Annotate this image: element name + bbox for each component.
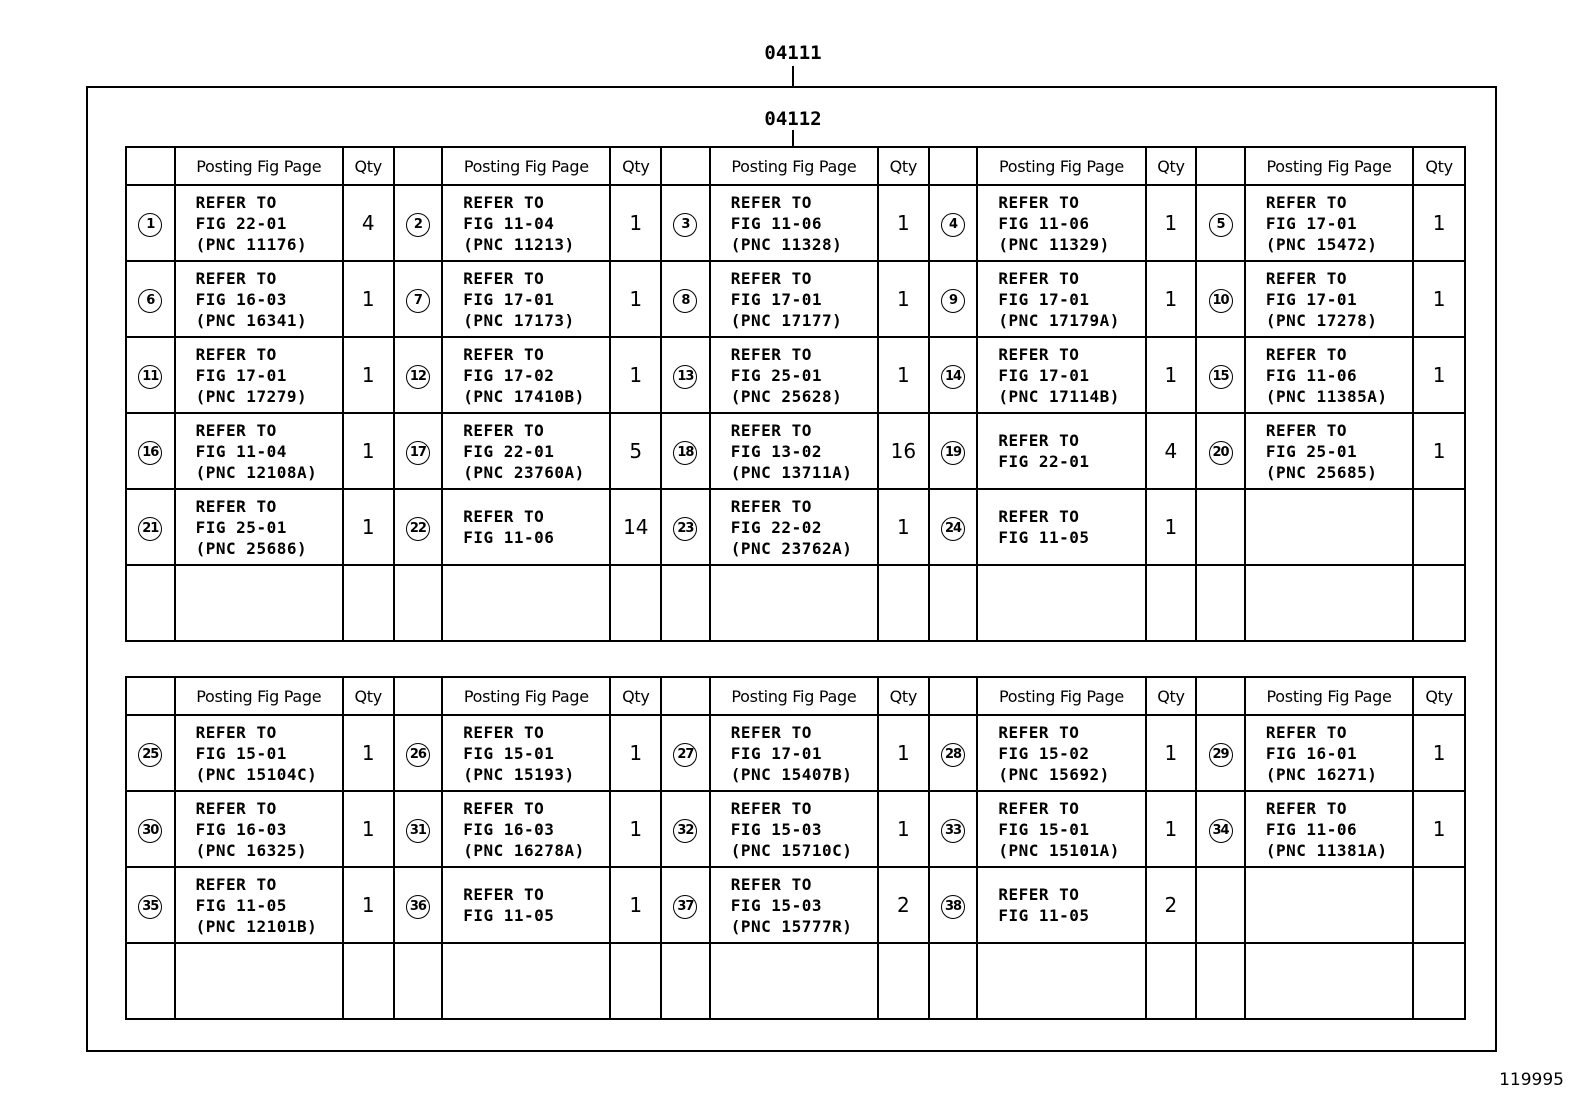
item-number-cell (661, 943, 710, 1019)
item-number-cell (1196, 867, 1245, 943)
item-number-cell (126, 565, 175, 641)
posting-fig-page-cell: REFER TO FIG 15-03 (PNC 15710C) (710, 791, 878, 867)
qty-cell: 1 (1413, 185, 1465, 261)
posting-fig-page-cell (1245, 867, 1413, 943)
header-index-blank (394, 677, 443, 715)
circled-item-number: 11 (138, 365, 162, 389)
item-number-cell (1196, 791, 1245, 867)
circled-item-number: 1 (138, 213, 162, 237)
item-number-cell (661, 337, 710, 413)
header-qty: Qty (1146, 147, 1197, 185)
qty-cell: 1 (343, 715, 394, 791)
posting-fig-page-cell (977, 565, 1145, 641)
header-posting-fig-page: Posting Fig Page (710, 677, 878, 715)
posting-fig-page-cell: REFER TO FIG 17-01 (PNC 17114B) (977, 337, 1145, 413)
header-index-blank (126, 677, 175, 715)
qty-cell (343, 565, 394, 641)
circled-item-number: 15 (1209, 365, 1233, 389)
circled-item-number: 32 (673, 819, 697, 843)
leader-line-04112 (792, 130, 794, 146)
parts-table-lower (125, 676, 1466, 1020)
table-row (126, 565, 1465, 641)
qty-cell: 1 (1146, 489, 1197, 565)
item-number-cell (929, 565, 978, 641)
header-qty: Qty (610, 147, 661, 185)
qty-cell (1146, 943, 1197, 1019)
circled-item-number: 8 (673, 289, 697, 313)
item-number-cell (661, 413, 710, 489)
table-row (126, 791, 1465, 867)
circled-item-number: 20 (1209, 441, 1233, 465)
item-number-cell (661, 489, 710, 565)
item-number-cell (929, 489, 978, 565)
posting-fig-page-cell: REFER TO FIG 17-01 (PNC 17173) (442, 261, 610, 337)
header-posting-fig-page: Posting Fig Page (977, 677, 1145, 715)
item-number-cell (929, 715, 978, 791)
circled-item-number: 4 (941, 213, 965, 237)
qty-cell: 1 (343, 261, 394, 337)
posting-fig-page-cell: REFER TO FIG 16-03 (PNC 16341) (175, 261, 343, 337)
qty-cell: 1 (343, 337, 394, 413)
qty-cell: 4 (1146, 413, 1197, 489)
header-qty: Qty (878, 147, 929, 185)
qty-cell: 1 (343, 791, 394, 867)
posting-fig-page-cell: REFER TO FIG 11-06 (PNC 11328) (710, 185, 878, 261)
posting-fig-page-cell (1245, 489, 1413, 565)
circled-item-number: 10 (1209, 289, 1233, 313)
qty-cell (878, 565, 929, 641)
header-qty: Qty (343, 147, 394, 185)
posting-fig-page-cell: REFER TO FIG 15-02 (PNC 15692) (977, 715, 1145, 791)
item-number-cell (126, 337, 175, 413)
posting-fig-page-cell (175, 565, 343, 641)
leader-line-04111 (792, 66, 794, 86)
item-number-cell (126, 489, 175, 565)
posting-fig-page-cell: REFER TO FIG 15-01 (PNC 15101A) (977, 791, 1145, 867)
item-number-cell (394, 337, 443, 413)
table-row (126, 261, 1465, 337)
qty-cell: 1 (878, 715, 929, 791)
header-posting-fig-page: Posting Fig Page (442, 147, 610, 185)
circled-item-number: 7 (406, 289, 430, 313)
posting-fig-page-cell (977, 943, 1145, 1019)
item-number-cell (394, 565, 443, 641)
item-number-cell (1196, 185, 1245, 261)
qty-cell (878, 943, 929, 1019)
qty-cell: 1 (610, 261, 661, 337)
circled-item-number: 23 (673, 517, 697, 541)
qty-cell (610, 565, 661, 641)
qty-cell: 1 (343, 413, 394, 489)
header-posting-fig-page: Posting Fig Page (442, 677, 610, 715)
posting-fig-page-cell: REFER TO FIG 17-01 (PNC 17177) (710, 261, 878, 337)
header-posting-fig-page: Posting Fig Page (710, 147, 878, 185)
posting-fig-page-cell: REFER TO FIG 22-01 (977, 413, 1145, 489)
posting-fig-page-cell (710, 565, 878, 641)
item-number-cell (126, 791, 175, 867)
posting-fig-page-cell: REFER TO FIG 11-04 (PNC 12108A) (175, 413, 343, 489)
item-number-cell (394, 413, 443, 489)
item-number-cell (394, 791, 443, 867)
qty-cell (1413, 867, 1465, 943)
qty-cell: 4 (343, 185, 394, 261)
qty-cell (1413, 489, 1465, 565)
item-number-cell (661, 185, 710, 261)
circled-item-number: 34 (1209, 819, 1233, 843)
posting-fig-page-cell: REFER TO FIG 16-03 (PNC 16278A) (442, 791, 610, 867)
posting-fig-page-cell: REFER TO FIG 25-01 (PNC 25628) (710, 337, 878, 413)
item-number-cell (929, 185, 978, 261)
posting-fig-page-cell: REFER TO FIG 11-05 (442, 867, 610, 943)
item-number-cell (394, 943, 443, 1019)
item-number-cell (929, 413, 978, 489)
circled-item-number: 38 (941, 895, 965, 919)
header-index-blank (929, 147, 978, 185)
posting-fig-page-cell (710, 943, 878, 1019)
item-number-cell (661, 791, 710, 867)
qty-cell: 2 (1146, 867, 1197, 943)
posting-fig-page-cell: REFER TO FIG 22-01 (PNC 23760A) (442, 413, 610, 489)
posting-fig-page-cell: REFER TO FIG 16-01 (PNC 16271) (1245, 715, 1413, 791)
header-qty: Qty (1413, 147, 1465, 185)
header-qty: Qty (878, 677, 929, 715)
item-number-cell (126, 867, 175, 943)
posting-fig-page-cell (442, 943, 610, 1019)
header-posting-fig-page: Posting Fig Page (1245, 677, 1413, 715)
qty-cell: 1 (1146, 715, 1197, 791)
item-number-cell (929, 943, 978, 1019)
item-number-cell (394, 185, 443, 261)
qty-cell: 1 (1146, 261, 1197, 337)
qty-cell: 1 (1413, 791, 1465, 867)
qty-cell: 1 (610, 185, 661, 261)
posting-fig-page-cell: REFER TO FIG 11-06 (442, 489, 610, 565)
table-row (126, 867, 1465, 943)
header-index-blank (661, 147, 710, 185)
header-index-blank (126, 147, 175, 185)
item-number-cell (394, 489, 443, 565)
circled-item-number: 35 (138, 895, 162, 919)
item-number-cell (126, 715, 175, 791)
posting-fig-page-cell: REFER TO FIG 17-01 (PNC 17279) (175, 337, 343, 413)
qty-cell: 1 (610, 791, 661, 867)
circled-item-number: 6 (138, 289, 162, 313)
qty-cell (343, 943, 394, 1019)
item-number-cell (661, 867, 710, 943)
qty-cell: 16 (878, 413, 929, 489)
item-number-cell (929, 261, 978, 337)
item-number-cell (1196, 261, 1245, 337)
posting-fig-page-cell: REFER TO FIG 25-01 (PNC 25686) (175, 489, 343, 565)
header-index-blank (929, 677, 978, 715)
item-number-cell (1196, 489, 1245, 565)
circled-item-number: 2 (406, 213, 430, 237)
qty-cell (1146, 565, 1197, 641)
qty-cell: 1 (878, 185, 929, 261)
item-number-cell (126, 261, 175, 337)
item-number-cell (929, 867, 978, 943)
posting-fig-page-cell: REFER TO FIG 11-06 (PNC 11329) (977, 185, 1145, 261)
posting-fig-page-cell (1245, 565, 1413, 641)
posting-fig-page-cell (442, 565, 610, 641)
posting-fig-page-cell: REFER TO FIG 11-06 (PNC 11385A) (1245, 337, 1413, 413)
qty-cell (1413, 565, 1465, 641)
qty-cell (1413, 943, 1465, 1019)
posting-fig-page-cell: REFER TO FIG 11-05 (977, 867, 1145, 943)
header-qty: Qty (610, 677, 661, 715)
header-posting-fig-page: Posting Fig Page (977, 147, 1145, 185)
item-number-cell (1196, 565, 1245, 641)
parts-table-upper (125, 146, 1466, 642)
circled-item-number: 12 (406, 365, 430, 389)
qty-cell: 1 (610, 715, 661, 791)
item-number-cell (1196, 337, 1245, 413)
posting-fig-page-cell: REFER TO FIG 17-02 (PNC 17410B) (442, 337, 610, 413)
posting-fig-page-cell: REFER TO FIG 22-01 (PNC 11176) (175, 185, 343, 261)
circled-item-number: 24 (941, 517, 965, 541)
item-number-cell (1196, 943, 1245, 1019)
circled-item-number: 5 (1209, 213, 1233, 237)
posting-fig-page-cell: REFER TO FIG 17-01 (PNC 17278) (1245, 261, 1413, 337)
item-number-cell (394, 261, 443, 337)
header-index-blank (1196, 677, 1245, 715)
item-number-cell (929, 337, 978, 413)
posting-fig-page-cell: REFER TO FIG 13-02 (PNC 13711A) (710, 413, 878, 489)
table-row (126, 337, 1465, 413)
posting-fig-page-cell: REFER TO FIG 16-03 (PNC 16325) (175, 791, 343, 867)
header-index-blank (661, 677, 710, 715)
posting-fig-page-cell: REFER TO FIG 17-01 (PNC 15472) (1245, 185, 1413, 261)
table-row (126, 413, 1465, 489)
qty-cell: 1 (610, 867, 661, 943)
table-row (126, 715, 1465, 791)
circled-item-number: 3 (673, 213, 697, 237)
circled-item-number: 31 (406, 819, 430, 843)
item-number-cell (126, 185, 175, 261)
item-number-cell (929, 791, 978, 867)
circled-item-number: 18 (673, 441, 697, 465)
posting-fig-page-cell: REFER TO FIG 15-01 (PNC 15193) (442, 715, 610, 791)
qty-cell: 1 (1413, 337, 1465, 413)
item-number-cell (1196, 715, 1245, 791)
qty-cell: 1 (878, 337, 929, 413)
circled-item-number: 27 (673, 743, 697, 767)
qty-cell: 1 (1146, 337, 1197, 413)
item-number-cell (394, 715, 443, 791)
circled-item-number: 29 (1209, 743, 1233, 767)
item-number-cell (126, 943, 175, 1019)
header-index-blank (1196, 147, 1245, 185)
item-number-cell (661, 261, 710, 337)
circled-item-number: 33 (941, 819, 965, 843)
circled-item-number: 17 (406, 441, 430, 465)
circled-item-number: 9 (941, 289, 965, 313)
label-04111: 04111 (764, 42, 822, 64)
header-posting-fig-page: Posting Fig Page (1245, 147, 1413, 185)
label-04112: 04112 (764, 108, 822, 130)
posting-fig-page-cell: REFER TO FIG 11-05 (PNC 12101B) (175, 867, 343, 943)
circled-item-number: 13 (673, 365, 697, 389)
item-number-cell (661, 565, 710, 641)
circled-item-number: 21 (138, 517, 162, 541)
circled-item-number: 14 (941, 365, 965, 389)
qty-cell: 1 (1146, 791, 1197, 867)
circled-item-number: 22 (406, 517, 430, 541)
circled-item-number: 30 (138, 819, 162, 843)
item-number-cell (661, 715, 710, 791)
qty-cell: 14 (610, 489, 661, 565)
table-row (126, 185, 1465, 261)
header-qty: Qty (1146, 677, 1197, 715)
qty-cell: 1 (1146, 185, 1197, 261)
qty-cell: 2 (878, 867, 929, 943)
item-number-cell (126, 413, 175, 489)
posting-fig-page-cell: REFER TO FIG 22-02 (PNC 23762A) (710, 489, 878, 565)
qty-cell: 1 (343, 489, 394, 565)
circled-item-number: 28 (941, 743, 965, 767)
posting-fig-page-cell: REFER TO FIG 17-01 (PNC 17179A) (977, 261, 1145, 337)
qty-cell: 1 (1413, 413, 1465, 489)
posting-fig-page-cell: REFER TO FIG 15-01 (PNC 15104C) (175, 715, 343, 791)
qty-cell: 5 (610, 413, 661, 489)
header-posting-fig-page: Posting Fig Page (175, 677, 343, 715)
header-qty: Qty (343, 677, 394, 715)
document-id: 119995 (1499, 1070, 1564, 1090)
posting-fig-page-cell: REFER TO FIG 15-03 (PNC 15777R) (710, 867, 878, 943)
qty-cell: 1 (878, 791, 929, 867)
qty-cell: 1 (610, 337, 661, 413)
table-row (126, 489, 1465, 565)
qty-cell (610, 943, 661, 1019)
qty-cell: 1 (878, 261, 929, 337)
circled-item-number: 19 (941, 441, 965, 465)
item-number-cell (1196, 413, 1245, 489)
qty-cell: 1 (1413, 715, 1465, 791)
circled-item-number: 16 (138, 441, 162, 465)
qty-cell: 1 (878, 489, 929, 565)
posting-fig-page-cell (1245, 943, 1413, 1019)
circled-item-number: 25 (138, 743, 162, 767)
table-row (126, 943, 1465, 1019)
posting-fig-page-cell (175, 943, 343, 1019)
posting-fig-page-cell: REFER TO FIG 11-06 (PNC 11381A) (1245, 791, 1413, 867)
posting-fig-page-cell: REFER TO FIG 11-04 (PNC 11213) (442, 185, 610, 261)
header-index-blank (394, 147, 443, 185)
posting-fig-page-cell: REFER TO FIG 25-01 (PNC 25685) (1245, 413, 1413, 489)
circled-item-number: 26 (406, 743, 430, 767)
posting-fig-page-cell: REFER TO FIG 17-01 (PNC 15407B) (710, 715, 878, 791)
circled-item-number: 37 (673, 895, 697, 919)
header-qty: Qty (1413, 677, 1465, 715)
qty-cell: 1 (1413, 261, 1465, 337)
posting-fig-page-cell: REFER TO FIG 11-05 (977, 489, 1145, 565)
circled-item-number: 36 (406, 895, 430, 919)
header-posting-fig-page: Posting Fig Page (175, 147, 343, 185)
item-number-cell (394, 867, 443, 943)
qty-cell: 1 (343, 867, 394, 943)
